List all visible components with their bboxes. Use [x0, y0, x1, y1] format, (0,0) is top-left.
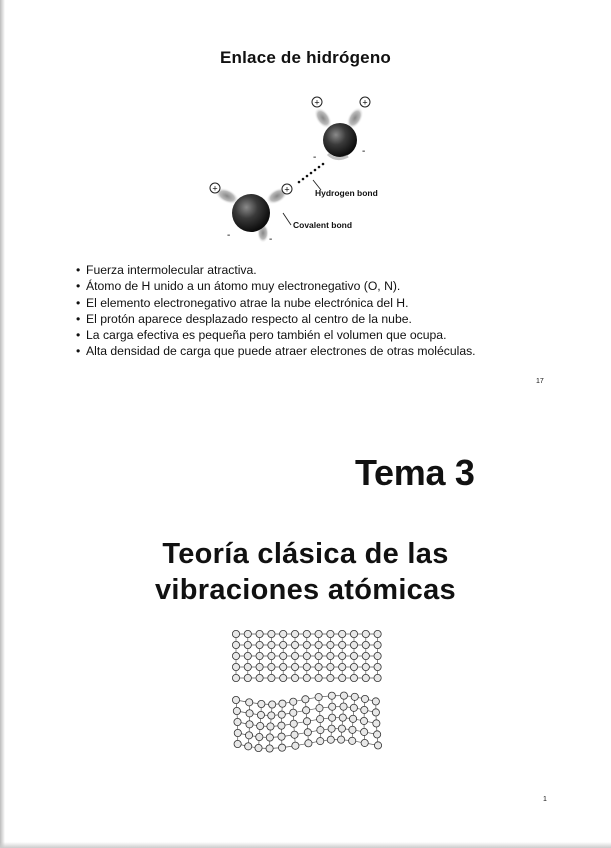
lattice-atom	[361, 695, 368, 702]
distorted-lattice-diagram	[228, 690, 388, 762]
main-title	[0, 536, 611, 608]
lattice-atom	[303, 630, 310, 637]
lattice-atom	[327, 652, 334, 659]
lattice-atom	[327, 736, 334, 743]
lattice-atom	[317, 715, 324, 722]
lattice-atom	[374, 731, 381, 738]
page-number-17: 17	[536, 378, 544, 385]
upper-plus-right: +	[362, 97, 368, 108]
lattice-atom	[340, 692, 347, 699]
upper-plus-left: +	[314, 97, 320, 108]
scan-edge-shadow	[0, 0, 5, 848]
lattice-atom	[268, 712, 275, 719]
lattice-atom	[245, 743, 252, 750]
lattice-atom	[291, 652, 298, 659]
lattice-atom	[362, 630, 369, 637]
lattice-atom	[349, 726, 356, 733]
lattice-atom	[349, 737, 356, 744]
lattice-atom	[374, 630, 381, 637]
lattice-atom	[246, 721, 253, 728]
lattice-atom	[244, 630, 251, 637]
lattice-atom	[269, 701, 276, 708]
lattice-atom	[232, 674, 239, 681]
lattice-atom	[315, 630, 322, 637]
lattice-atom	[244, 663, 251, 670]
lattice-atom	[350, 704, 357, 711]
lattice-atom	[280, 663, 287, 670]
lattice-atom	[280, 630, 287, 637]
bullet-item: • El protón aparece desplazado respecto al centro de la nube.	[76, 311, 546, 327]
lattice-atom	[246, 710, 253, 717]
lattice-atom	[302, 696, 309, 703]
lattice-atom	[291, 663, 298, 670]
lattice-atom	[256, 733, 263, 740]
lattice-atom	[291, 630, 298, 637]
lattice-atom	[232, 663, 239, 670]
lattice-atom	[339, 714, 346, 721]
bullet-item: • La carga efectiva es pequeña pero también el volumen que ocupa.	[76, 327, 546, 343]
lattice-atom	[339, 641, 346, 648]
lattice-atom	[317, 726, 324, 733]
lattice-atom	[291, 641, 298, 648]
lattice-atom	[280, 652, 287, 659]
lattice-atom	[339, 652, 346, 659]
lattice-atom	[256, 663, 263, 670]
lower-plus-right: +	[284, 184, 290, 195]
lattice-atom	[315, 693, 322, 700]
bullet-item: • Átomo de H unido a un átomo muy electronegativo (O, N).	[76, 278, 546, 294]
lattice-atom	[244, 674, 251, 681]
lattice-atom	[350, 641, 357, 648]
tema-heading: Tema 3	[355, 452, 475, 493]
lattice-atom	[362, 652, 369, 659]
lower-plus-left: +	[212, 183, 218, 194]
lower-minus-left: -	[227, 230, 231, 241]
lattice-atom	[268, 652, 275, 659]
lattice-atom	[304, 729, 311, 736]
lattice-atom	[374, 674, 381, 681]
main-title-line-2: vibraciones atómicas	[155, 574, 456, 606]
lattice-atom	[350, 652, 357, 659]
hydrogen-bond-diagram	[195, 88, 405, 253]
covalent-bond-label: Covalent bond	[293, 220, 353, 230]
lattice-atom	[256, 641, 263, 648]
lattice-atom	[258, 700, 265, 707]
lattice-atom	[278, 733, 285, 740]
lattice-atom	[232, 652, 239, 659]
lattice-atom	[303, 641, 310, 648]
lattice-atom	[350, 674, 357, 681]
lattice-atom	[278, 744, 285, 751]
lattice-atom	[280, 641, 287, 648]
lower-oxygen-atom	[232, 194, 270, 232]
lattice-atom	[339, 630, 346, 637]
lattice-atom	[268, 641, 275, 648]
lattice-atom	[268, 663, 275, 670]
lattice-atom	[257, 722, 264, 729]
lattice-atom	[255, 744, 262, 751]
lattice-atom	[361, 728, 368, 735]
lattice-atom	[256, 652, 263, 659]
lattice-atom	[280, 674, 287, 681]
lattice-atom	[328, 692, 335, 699]
lattice-atom	[303, 674, 310, 681]
lattice-atom	[339, 663, 346, 670]
lattice-atom	[361, 739, 368, 746]
lattice-atom	[315, 674, 322, 681]
bullet-item: • Alta densidad de carga que puede atraer electrones de otras moléculas.	[76, 343, 546, 359]
lattice-atom	[303, 663, 310, 670]
lattice-atom	[373, 720, 380, 727]
lattice-atom	[246, 699, 253, 706]
lattice-atom	[361, 706, 368, 713]
lattice-atom	[374, 742, 381, 749]
lattice-atom	[232, 641, 239, 648]
lattice-atom	[374, 663, 381, 670]
lattice-atom	[234, 740, 241, 747]
lower-minus-right: -	[269, 234, 273, 245]
lattice-atom	[244, 652, 251, 659]
lattice-atom	[290, 720, 297, 727]
lattice-atom	[337, 736, 344, 743]
lattice-atom	[317, 737, 324, 744]
lattice-atom	[232, 696, 239, 703]
lattice-atom	[327, 630, 334, 637]
lattice-atom	[266, 734, 273, 741]
lattice-atom	[316, 704, 323, 711]
lattice-atom	[340, 703, 347, 710]
lattice-atom	[372, 698, 379, 705]
lattice-atom	[360, 717, 367, 724]
lattice-atom	[291, 674, 298, 681]
lattice-atom	[232, 630, 239, 637]
upper-minus-right: -	[362, 146, 366, 157]
lattice-atom	[303, 652, 310, 659]
lattice-atom	[374, 641, 381, 648]
page-number-1: 1	[543, 796, 547, 803]
lattice-atom	[233, 707, 240, 714]
lattice-atom	[362, 674, 369, 681]
lattice-atom	[266, 745, 273, 752]
lattice-atom	[278, 711, 285, 718]
lattice-atom	[362, 663, 369, 670]
bullet-item: • Fuerza intermolecular atractiva.	[76, 262, 546, 278]
lattice-atom	[234, 729, 241, 736]
lattice-atom	[327, 674, 334, 681]
lattice-atom	[328, 714, 335, 721]
lattice-atom	[245, 732, 252, 739]
lattice-atom	[372, 709, 379, 716]
lattice-atom	[315, 641, 322, 648]
lattice-atom	[257, 711, 264, 718]
lattice-atom	[327, 663, 334, 670]
lattice-atom	[291, 731, 298, 738]
lattice-atom	[349, 715, 356, 722]
upper-minus-left: -	[313, 152, 317, 163]
lattice-atom	[351, 693, 358, 700]
lattice-atom	[350, 663, 357, 670]
lattice-atom	[292, 742, 299, 749]
hydrogen-bond-label: Hydrogen bond	[315, 188, 378, 198]
lattice-atom	[327, 641, 334, 648]
lattice-atom	[279, 700, 286, 707]
lattice-atom	[338, 725, 345, 732]
lattice-atom	[267, 723, 274, 730]
lattice-atom	[234, 718, 241, 725]
slide-title: Enlace de hidrógeno	[220, 48, 391, 67]
lattice-atom	[278, 722, 285, 729]
regular-lattice-diagram	[228, 628, 388, 688]
bullet-item: • El elemento electronegativo atrae la nube electrónica del H.	[76, 295, 546, 311]
lattice-atom	[374, 652, 381, 659]
lattice-atom	[290, 698, 297, 705]
lattice-atom	[315, 663, 322, 670]
lattice-atom	[256, 674, 263, 681]
upper-oxygen-atom	[323, 123, 357, 157]
lattice-atom	[329, 703, 336, 710]
lattice-atom	[256, 630, 263, 637]
lattice-atom	[268, 674, 275, 681]
lattice-atom	[362, 641, 369, 648]
main-title-line-1: Teoría clásica de las	[162, 538, 449, 570]
lattice-atom	[315, 652, 322, 659]
lattice-atom	[350, 630, 357, 637]
hydrogen-bond-dots	[298, 163, 325, 184]
bullet-list	[76, 262, 546, 360]
scan-bottom-shadow	[0, 842, 611, 848]
lattice-atom	[244, 641, 251, 648]
lattice-atom	[303, 707, 310, 714]
lattice-atom	[305, 740, 312, 747]
lattice-atom	[290, 709, 297, 716]
lattice-atom	[303, 718, 310, 725]
lattice-atom	[328, 725, 335, 732]
lattice-atom	[339, 674, 346, 681]
lattice-atom	[268, 630, 275, 637]
